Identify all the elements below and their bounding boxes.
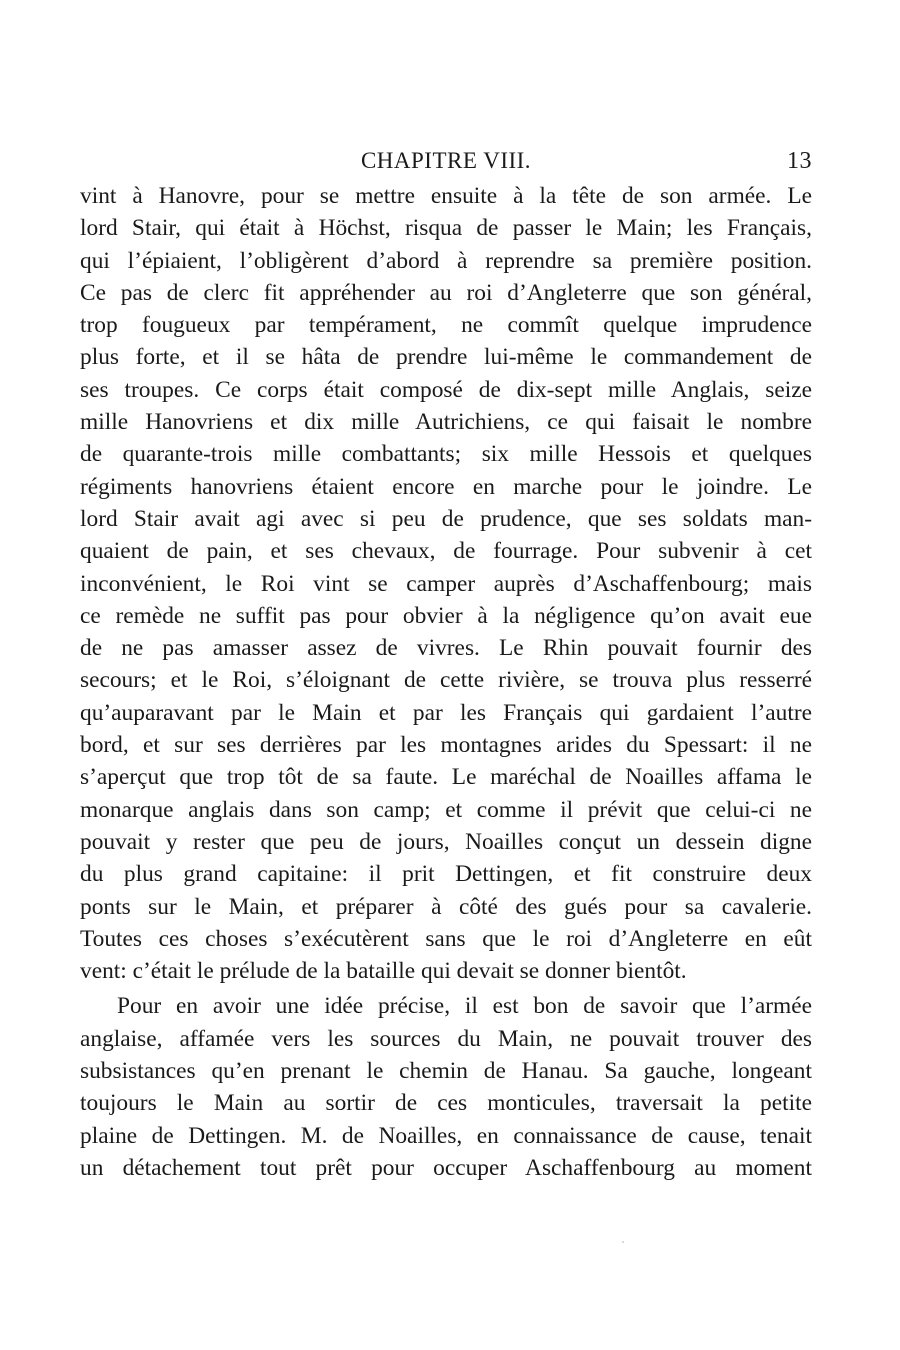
text-line: vint à Hanovre, pour se mettre ensuite à la tête de son armée. Le [80, 183, 812, 209]
running-head [80, 140, 812, 180]
text-line: de quarante-trois mille combattants; six mille Hessois et quelques [80, 441, 812, 468]
text-line: ce remède ne suffit pas pour obvier à la négligence qu’on avait eue [80, 602, 812, 629]
text-line: plus forte, et il se hâta de prendre lui-même le commandement de [80, 344, 812, 371]
text-line: Toutes ces choses s’exécutèrent sans que le roi d’Angleterre en eût [80, 925, 812, 952]
text-line: mille Hanovriens et dix mille Autrichiens, ce qui faisait le nombre [80, 409, 812, 436]
text-line: secours; et le Roi, s’éloignant de cette rivière, se trouva plus resserré [80, 667, 812, 694]
text-line: lord Stair avait agi avec si peu de prudence, que ses soldats man- [80, 505, 812, 532]
text-line: qui l’épiaient, l’obligèrent d’abord à reprendre sa première position. [80, 247, 812, 274]
text-line: qu’auparavant par le Main et par les Français qui gardaient l’autre [80, 699, 812, 726]
text-line: quaient de pain, et ses chevaux, de fourrage. Pour subvenir à cet [80, 538, 812, 565]
text-line: du plus grand capitaine: il prit Dettingen, et fit construire deux [80, 861, 812, 888]
chapter-title: CHAPITRE VIII. [360, 148, 532, 173]
text-line: régiments hanovriens étaient encore en marche pour le joindre. Le [80, 473, 812, 500]
text-line: un détachement tout prêt pour occuper Aschaffenbourg au moment [80, 1154, 812, 1181]
text-line: lord Stair, qui était à Höchst, risqua de passer le Main; les Français, [80, 215, 812, 242]
text-line: toujours le Main au sortir de ces monticules, traversait la petite [80, 1090, 812, 1117]
text-line: bord, et sur ses derrières par les montagnes arides du Spessart: il ne [80, 732, 812, 759]
text-line: s’aperçut que trop tôt de sa faute. Le maréchal de Noailles affama le [80, 764, 812, 791]
text-line: monarque anglais dans son camp; et comme il prévit que celui-ci ne [80, 796, 812, 823]
text-line: pouvait y rester que peu de jours, Noailles conçut un dessein digne [80, 828, 812, 855]
text-line: Pour en avoir une idée précise, il est bon de savoir que l’armée [117, 993, 812, 1020]
paragraph-2 [80, 990, 812, 1184]
text-line: trop fougueux par tempérament, ne commît quelque imprudence [80, 312, 812, 339]
book-page [80, 140, 812, 1184]
text-line: vent: c’était le prélude de la bataille qui devait se donner bientôt. [80, 958, 687, 985]
text-line: ses troupes. Ce corps était composé de dix-sept mille Anglais, seize [80, 376, 812, 403]
page-number: 13 [787, 148, 812, 174]
text-line: Ce pas de clerc fit appréhender au roi d’Angleterre que son général, [80, 279, 812, 306]
paper-speck [622, 1241, 624, 1243]
text-line: de ne pas amasser assez de vivres. Le Rhin pouvait fournir des [80, 635, 812, 662]
text-line: ponts sur le Main, et préparer à côté des gués pour sa cavalerie. [80, 893, 812, 920]
text-line: plaine de Dettingen. M. de Noailles, en connaissance de cause, tenait [80, 1122, 812, 1149]
text-line: inconvénient, le Roi vint se camper auprès d’Aschaffenbourg; mais [80, 570, 812, 597]
text-line: subsistances qu’en prenant le chemin de Hanau. Sa gauche, longeant [80, 1058, 812, 1085]
text-line: anglaise, affamée vers les sources du Main, ne pouvait trouver des [80, 1025, 812, 1052]
paragraph-1 [80, 180, 812, 987]
